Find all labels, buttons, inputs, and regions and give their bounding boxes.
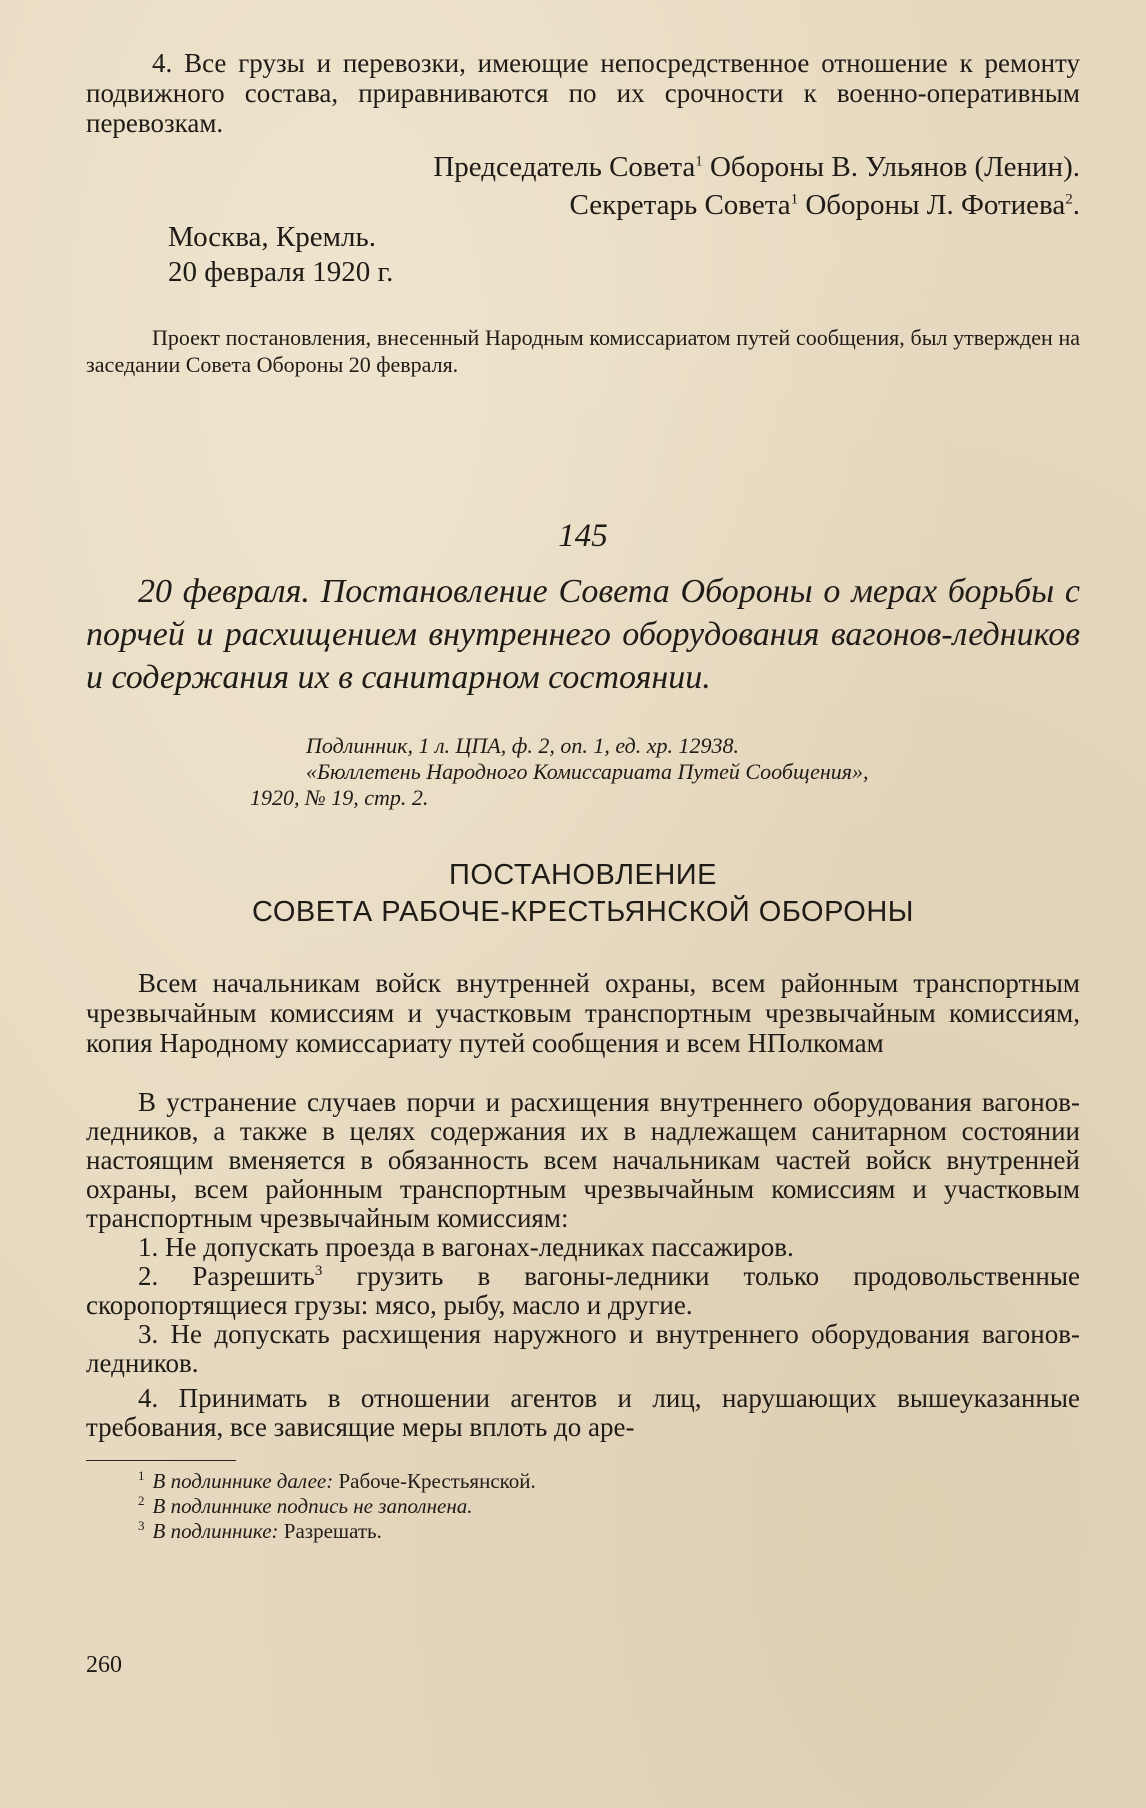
source-line-bulletin: «Бюллетень Народного Комиссариата Путей Сообщения»,: [306, 759, 869, 784]
footnote-ref: 2: [1065, 191, 1073, 208]
resolution-item-4: 4. Принимать в отношении агентов и лиц, нарушающих вышеуказанные требования, все зависящие меры вплоть до аре-: [86, 1383, 1080, 1442]
resolution-heading: [86, 857, 1080, 931]
footnote-separator: [86, 1460, 236, 1461]
footnote-text: Разрешать.: [278, 1519, 382, 1543]
footnote-label: В подлиннике далее:: [152, 1469, 334, 1493]
document-number: 145: [558, 518, 608, 554]
footnote-number: 1: [138, 1468, 145, 1483]
footnote-ref: 3: [314, 1263, 323, 1279]
footnote-number: 3: [138, 1518, 145, 1533]
source-line-issue: 1920, № 19, стр. 2.: [250, 785, 429, 810]
footnote-1: [86, 1469, 1080, 1494]
resolution-item-3: 3. Не допускать расхищения наружного и внутреннего оборудования вагонов-ледников.: [86, 1319, 1080, 1378]
footnotes: [86, 1469, 1080, 1544]
footnote-ref: 1: [695, 153, 703, 170]
item-2-rest: грузить в вагоны-ледники только продовольственные скоропортящиеся грузы: мясо, рыбу, масло и другие.: [86, 1261, 1080, 1320]
document-title: 20 февраля. Постановление Совета Обороны о мерах борьбы с порчей и расхищением внутреннего оборудования вагонов-ледников и содержания их в санитарном состоянии.: [86, 573, 1080, 696]
place: Москва, Кремль.: [168, 221, 376, 253]
footnote-number: 2: [138, 1493, 145, 1508]
item-2-start: 2. Разрешить: [138, 1261, 315, 1291]
secretary-text: Секретарь Совета: [569, 189, 791, 221]
secretary-signature: [86, 186, 1080, 224]
footnote-ref: 1: [790, 191, 799, 208]
footnote-label: В подлиннике подпись не заполнена.: [152, 1494, 473, 1518]
page-number: 260: [86, 1652, 122, 1678]
source-line-archive: Подлинник, 1 л. ЦПА, ф. 2, оп. 1, ед. хр. 12938.: [306, 733, 739, 758]
resolution-intro: В устранение случаев порчи и расхищения внутреннего оборудования вагонов-ледников, а также в целях содержания их в надлежащем санитарном состоянии настоящим вменяется в обязанность всем начальникам частей войск внутренней охраны, всем районным транспортным чрезвычайным комиссиям и участковым транспортным чрезвычайным комиссиям:: [86, 1087, 1080, 1233]
editorial-note: Проект постановления, внесенный Народным комиссариатом путей сообщения, был утвержден на заседании Совета Обороны 20 февраля.: [86, 325, 1080, 377]
date: 20 февраля 1920 г.: [168, 256, 394, 288]
chairman-name: Обороны В. Ульянов (Ленин).: [702, 151, 1080, 183]
secretary-name: Обороны Л. Фотиева: [798, 189, 1066, 221]
source-reference: [86, 733, 1080, 811]
addressees: Всем начальникам войск внутренней охраны, всем районным транспортным чрезвычайным комиссиям и участковым транспортным чрезвычайным комиссиям, копия Народному комиссариату путей сообщения и всем НПолкомам: [86, 968, 1080, 1058]
footnote-2: [86, 1494, 1080, 1519]
chairman-text: Председатель Совета: [433, 151, 696, 183]
resolution-item-2: [86, 1262, 1080, 1320]
resolution-item-1: 1. Не допускать проезда в вагонах-ледниках пассажиров.: [138, 1232, 794, 1262]
heading-line-1: ПОСТАНОВЛЕНИЕ: [449, 859, 717, 891]
footnote-3: [86, 1519, 1080, 1544]
preceding-item-4: 4. Все грузы и перевозки, имеющие непосредственное отношение к ремонту подвижного состава, приравниваются по их срочности к военно-оперативным перевозкам.: [86, 48, 1080, 138]
footnote-label: В подлиннике:: [152, 1519, 279, 1543]
secretary-end: .: [1072, 189, 1080, 221]
chairman-signature: [86, 148, 1080, 186]
footnote-text: Рабоче-Крестьянской.: [333, 1469, 536, 1493]
heading-line-2: СОВЕТА РАБОЧЕ-КРЕСТЬЯНСКОЙ ОБОРОНЫ: [252, 896, 914, 928]
place-and-date: [168, 220, 1080, 290]
